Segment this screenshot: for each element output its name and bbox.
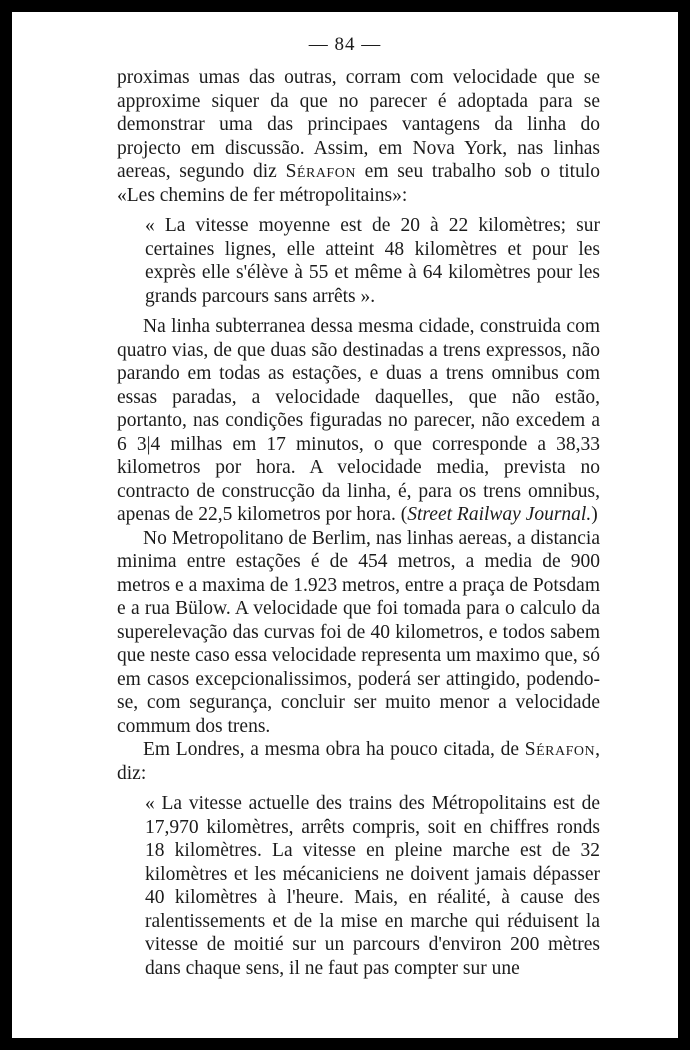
paragraph-1 bbox=[117, 66, 600, 207]
author-name-2: Sérafon bbox=[524, 739, 596, 760]
page-text bbox=[117, 66, 600, 987]
paragraph-2-text-a: Na linha subterranea dessa mesma cidade, construida com quatro vias, de que duas são destinadas a trens expressos, não parando em todas as estações, e duas a trens omnibus com essas paradas, a velocidade daquelles, que não estão, portanto, nas condições figuradas no parecer, não excedem a 6 3|4 milhas em 17 minutos, o que corresponde a 38,33 kilometros por hora. A velocidade media, prevista no contracto de construcção da linha, é, para os trens omnibus, apenas de 22,5 kilometros por hora. ( bbox=[117, 316, 600, 525]
paragraph-4-text-b: , diz: bbox=[117, 739, 600, 784]
paragraph-1-text-a: proximas umas das outras, corram com velocidade que se approxime siquer da que no parecer é adoptada para se demonstrar uma das principaes vantagens da linha do projecto em discussão. Assim, em Nova York, nas linhas aereas, segundo diz bbox=[117, 67, 600, 182]
quote-2: « La vitesse actuelle des trains des Métropolitains est de 17,970 kilomètres, arrêts compris, soit en chiffres ronds 18 kilomètres. La vitesse en pleine marche est de 32 kilomètres et les mécaniciens ne doivent jamais dépasser 40 kilomètres à l'heure. Mais, en réalité, à cause des ralentissements et de la mise en marche qui réduisent la vitesse de moitié sur un parcours d'environ 200 mètres dans chaque sens, il ne faut pas compter sur une bbox=[145, 793, 600, 979]
paragraph-4 bbox=[117, 738, 600, 785]
paragraph-3: No Metropolitano de Berlim, nas linhas aereas, a distancia minima entre estações é de 454 metros, a media de 900 metros e a maxima de 1.923 metros, entre a praça de Potsdam e a rua Bülow. A velocidade que foi tomada para o calculo da superelevação das curvas foi de 40 kilometros, e todos sabem que neste caso essa velocidade representa um maximo que, só em casos excepcionalissimos, poderá ser attingido, podendo-se, com segurança, concluir ser muito menor a velocidade commum dos trens. bbox=[117, 527, 600, 737]
source-citation: Street Railway Journal. bbox=[407, 504, 592, 525]
paragraph-1-text-b: em seu trabalho sob o titulo «Les chemins de fer métropolitains»: bbox=[117, 161, 600, 206]
page-number: — 84 — bbox=[308, 34, 382, 55]
quote-1: « La vitesse moyenne est de 20 à 22 kilomètres; sur certaines lignes, elle atteint 48 kilomètres et pour les exprès elle s'élève à 55 et même à 64 kilomètres pour les grands parcours sans arrêts ». bbox=[145, 215, 600, 307]
paragraph-4-text-a: Em Londres, a mesma obra ha pouco citada, de bbox=[143, 739, 525, 760]
paragraph-2 bbox=[117, 315, 600, 527]
book-page bbox=[12, 12, 678, 1038]
author-name: Sérafon bbox=[285, 161, 356, 182]
paragraph-2-text-b: ) bbox=[591, 504, 598, 525]
